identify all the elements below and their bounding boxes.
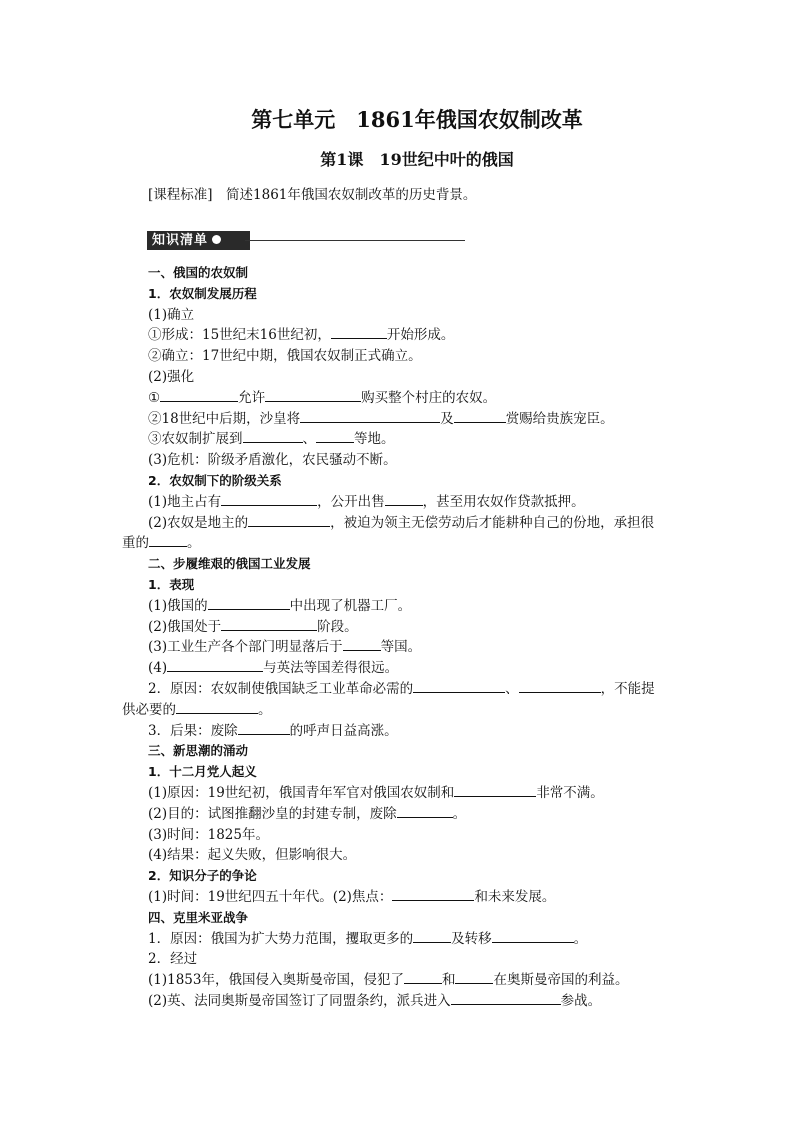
- section-heading: [122, 741, 682, 762]
- lesson-title: 第1课 19世纪中叶的俄国: [320, 150, 514, 169]
- worksheet-line: [122, 804, 682, 825]
- line-text: 赏赐给贵族宠臣。: [505, 410, 614, 427]
- line-text: 一、俄国的农奴制: [148, 265, 249, 280]
- line-text: 重的: [122, 535, 149, 552]
- fill-in-blank[interactable]: [167, 658, 263, 672]
- fill-in-blank[interactable]: [492, 929, 574, 943]
- line-text: ②18世纪中后期，沙皇将: [148, 410, 301, 427]
- fill-in-blank[interactable]: [208, 596, 290, 610]
- worksheet-line: [122, 513, 682, 534]
- line-text: 等地。: [354, 431, 395, 448]
- worksheet-line: [122, 637, 682, 658]
- fill-in-blank[interactable]: [454, 783, 536, 797]
- worksheet-line: [122, 783, 682, 804]
- worksheet-line: [122, 596, 682, 617]
- unit-title: 第七单元 1861年俄国农奴制改革: [251, 107, 583, 132]
- line-text: (2)强化: [148, 368, 195, 385]
- line-text: (3)时间：1825年。: [148, 826, 269, 843]
- line-text: ③农奴制扩展到: [148, 431, 243, 448]
- worksheet-line: [122, 429, 682, 450]
- worksheet-line: [122, 721, 682, 742]
- section-heading: [122, 263, 682, 284]
- fill-in-blank[interactable]: [455, 970, 493, 984]
- worksheet-line: [122, 658, 682, 679]
- line-text: 的呼声日益高涨。: [289, 722, 398, 739]
- worksheet-line: [122, 388, 682, 409]
- worksheet-line: [122, 450, 682, 471]
- dot-icon: [212, 235, 221, 244]
- line-text: ①形成：15世纪末16世纪初，: [148, 327, 331, 344]
- section-heading: [122, 575, 682, 596]
- line-text: (4)结果：起义失败，但影响很大。: [148, 847, 357, 864]
- line-text: 在奥斯曼帝国的利益。: [493, 972, 629, 989]
- fill-in-blank[interactable]: [221, 492, 317, 506]
- line-text: (3)工业生产各个部门明显落后于: [148, 639, 343, 656]
- line-text: (1)地主占有: [148, 493, 222, 510]
- worksheet-line: [122, 492, 682, 513]
- worksheet-line: [122, 700, 682, 721]
- line-text: (2)英、法同奥斯曼帝国签订了同盟条约，派兵进入: [148, 992, 451, 1009]
- section-heading: [122, 866, 682, 887]
- fill-in-blank[interactable]: [343, 637, 381, 651]
- worksheet-line: [122, 845, 682, 866]
- line-text: (3)危机：阶级矛盾激化，农民骚动不断。: [148, 452, 397, 469]
- line-text: 1．农奴制发展历程: [148, 285, 257, 301]
- line-text: (1)俄国的: [148, 597, 208, 614]
- worksheet-line: [122, 970, 682, 991]
- line-text: 1．表现: [148, 576, 195, 592]
- line-text: 允许: [238, 389, 266, 406]
- worksheet-line: [122, 409, 682, 430]
- line-text: 三、新思潮的涌动: [148, 743, 249, 759]
- line-text: 。: [258, 701, 272, 718]
- course-standard: [课程标准] 简述1861年俄国农奴制改革的历史背景。: [148, 187, 477, 203]
- fill-in-blank[interactable]: [300, 409, 440, 423]
- line-text: 参战。: [560, 992, 602, 1009]
- worksheet-line: [122, 949, 682, 970]
- worksheet-line: [122, 991, 682, 1012]
- worksheet-line: [122, 887, 682, 908]
- line-text: 2．经过: [148, 951, 198, 968]
- worksheet-line: [122, 367, 682, 388]
- worksheet-line: [122, 325, 682, 346]
- line-text: 2．农奴制下的阶级关系: [148, 472, 282, 488]
- section-heading: [122, 471, 682, 492]
- fill-in-blank[interactable]: [248, 513, 330, 527]
- line-text: ①: [148, 389, 161, 406]
- line-text: 等国。: [380, 639, 422, 656]
- worksheet-line: [122, 825, 682, 846]
- line-text: (4): [148, 660, 168, 677]
- line-text: 中出现了机器工厂。: [289, 597, 412, 614]
- section-heading: [122, 554, 682, 575]
- worksheet-line: [122, 305, 682, 326]
- line-text: 和未来发展。: [474, 888, 556, 905]
- line-text: (1)原因：19世纪初，俄国青年军官对俄国农奴制和: [148, 784, 455, 801]
- line-text: 及转移: [451, 930, 492, 947]
- line-text: 。: [187, 535, 201, 552]
- line-text: (1)1853年，俄国侵入奥斯曼帝国，侵犯了: [148, 972, 404, 989]
- line-text: ，不能提: [600, 680, 655, 697]
- fill-in-blank[interactable]: [243, 429, 303, 443]
- fill-in-blank[interactable]: [149, 533, 187, 547]
- worksheet-line: [122, 679, 682, 700]
- fill-in-blank[interactable]: [238, 721, 290, 735]
- line-text: 2．知识分子的争论: [148, 868, 257, 884]
- fill-in-blank[interactable]: [176, 700, 258, 714]
- line-text: 1．原因：俄国为扩大势力范围，攫取更多的: [148, 930, 414, 947]
- line-text: 。: [452, 805, 467, 822]
- line-text: 购买整个村庄的农奴。: [361, 389, 497, 406]
- line-text: ，被迫为领主无偿劳动后才能耕种自己的份地，承担很: [330, 514, 655, 531]
- line-text: ②确立：17世纪中期，俄国农奴制正式确立。: [148, 348, 422, 365]
- fill-in-blank[interactable]: [331, 325, 387, 339]
- banner-label: 知识清单: [152, 233, 209, 248]
- line-text: 供必要的: [122, 701, 176, 718]
- banner-rule: [245, 240, 465, 241]
- fill-in-blank[interactable]: [385, 492, 423, 506]
- worksheet-line: [122, 346, 682, 367]
- line-text: 阶段。: [317, 618, 358, 635]
- line-text: 四、克里米亚战争: [148, 909, 249, 925]
- worksheet-body: [122, 263, 682, 1012]
- knowledge-list-banner: [147, 231, 467, 251]
- line-text: ，公开出售: [317, 493, 385, 510]
- line-text: (1)确立: [148, 306, 195, 323]
- line-text: 、: [302, 431, 316, 448]
- line-text: ，甚至用农奴作贷款抵押。: [422, 493, 585, 510]
- fill-in-blank[interactable]: [413, 679, 505, 693]
- line-text: 、: [505, 680, 519, 697]
- banner-label-box: [147, 231, 250, 250]
- line-text: 及: [440, 410, 454, 427]
- line-text: 非常不满。: [536, 784, 604, 801]
- line-text: (2)俄国处于: [148, 618, 222, 635]
- section-heading: [122, 908, 682, 929]
- line-text: 2．原因：农奴制使俄国缺乏工业革命必需的: [148, 680, 414, 697]
- fill-in-blank[interactable]: [519, 679, 601, 693]
- line-text: 二、步履维艰的俄国工业发展: [148, 556, 311, 572]
- fill-in-blank[interactable]: [160, 388, 238, 402]
- fill-in-blank[interactable]: [404, 970, 442, 984]
- fill-in-blank[interactable]: [397, 804, 453, 818]
- line-text: 。: [573, 930, 588, 947]
- line-text: (2)目的：试图推翻沙皇的封建专制，废除: [148, 805, 397, 822]
- line-text: 3．后果：废除: [148, 722, 238, 739]
- fill-in-blank[interactable]: [221, 617, 317, 631]
- line-text: 开始形成。: [386, 327, 455, 344]
- worksheet-line: [122, 533, 682, 554]
- fill-in-blank[interactable]: [454, 409, 506, 423]
- line-text: (2)农奴是地主的: [148, 514, 249, 531]
- worksheet-line: [122, 617, 682, 638]
- section-heading: [122, 284, 682, 305]
- line-text: 和: [441, 972, 456, 989]
- line-text: 与英法等国差得很远。: [263, 660, 399, 677]
- fill-in-blank[interactable]: [265, 388, 361, 402]
- section-heading: [122, 762, 682, 783]
- fill-in-blank[interactable]: [451, 991, 561, 1005]
- fill-in-blank[interactable]: [413, 929, 451, 943]
- line-text: 1．十二月党人起义: [148, 764, 257, 780]
- worksheet-line: [122, 929, 682, 950]
- fill-in-blank[interactable]: [392, 887, 474, 901]
- line-text: (1)时间：19世纪四五十年代。(2)焦点：: [148, 888, 393, 905]
- fill-in-blank[interactable]: [316, 429, 354, 443]
